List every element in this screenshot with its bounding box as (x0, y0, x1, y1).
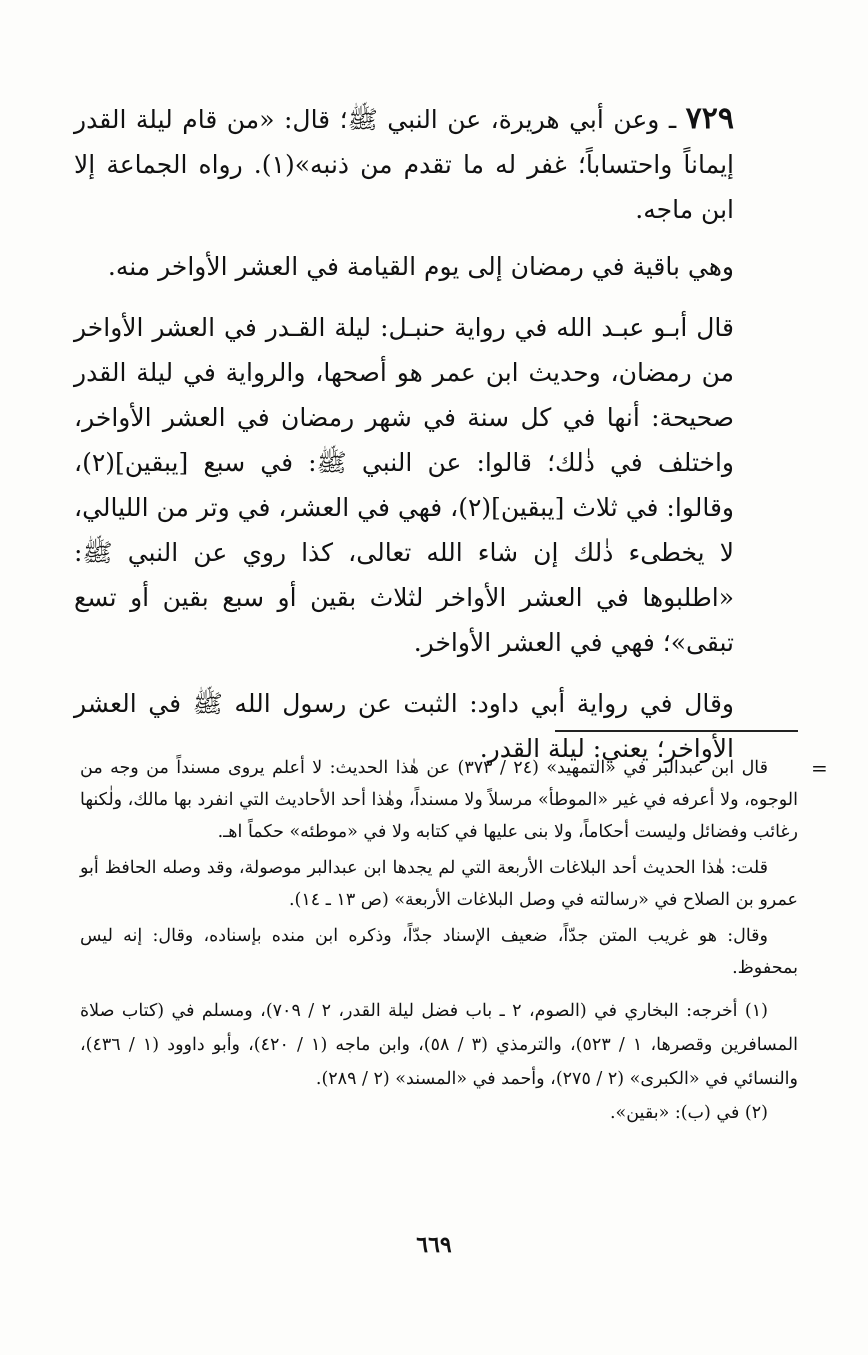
continuation-mark: = (811, 756, 828, 780)
main-text (74, 96, 734, 787)
hadith-number: ٧٢٩ (685, 101, 734, 136)
note-ibn-abdilbarr: قال ابن عبدالبر في «التمهيد» (٢٤ / ٣٧٣) عن هٰذا الحديث: لا أعلم يروى مسنداً من وجه من الوجوه، ولا أعرفه في غير «الموطأ» مرسلاً ولا مسنداً، وهٰذا أحد الأحاديث التي انفرد بها مالك، ولٰكنها رغائب وفضائل وليست أحكاماً، ولا بنى عليها في كتابه ولا في «موطئه» حكماً اهـ. (79, 758, 798, 842)
page-number: ٦٦٩ (416, 1232, 452, 1258)
paragraph-remaining: وهي باقية في رمضان إلى يوم القيامة في العشر الأواخر منه. (107, 252, 734, 281)
note-ibn-salah: قلت: هٰذا الحديث أحد البلاغات الأربعة التي لم يجدها ابن عبدالبر موصولة، وقد وصله الحافظ أبو عمرو بن الصلاح في «رسالته في وصل البلاغات الأربعة» (ص ١٣ ـ ١٤). (80, 858, 798, 910)
note-ibn-mandah: وقال: هو غريب المتن جدّاً، ضعيف الإسناد جدّاً، وذكره ابن منده بإسناده، وقال: إنه ليس بمحفوظ. (80, 926, 798, 978)
hadith-paragraph (74, 96, 734, 232)
hadith-text: ـ وعن أبي هريرة، عن النبي ﷺ؛ قال: «من قام ليلة القدر إيماناً واحتساباً؛ غفر له ما تقدم من ذنبه»(١). رواه الجماعة إلا ابن ماجه. (74, 105, 734, 224)
notes-section (80, 752, 798, 1130)
paragraph-hanbal-narration: قال أبـو عبـد الله في رواية حنبـل: ليلة القـدر في العشر الأواخر من رمضان، وحديث ابن عمر هو أصحها، والرواية في ليلة القدر صحيحة: أنها في كل سنة في شهر رمضان في العشر الأواخر، واختلف في ذٰلك؛ قالوا: عن النبي ﷺ: في سبع [يبقين](٢)، وقالوا: في ثلاث [يبقين](٢)، فهي في العشر، في وتر من الليالي، لا يخطىء ذٰلك إن شاء الله تعالى، كذا روي عن النبي ﷺ: «اطلبوها في العشر الأواخر لثلاث بقين أو سبع بقين أو تسع تبقى»؛ فهي في العشر الأواخر. (74, 313, 734, 657)
footnote-1: (١) أخرجه: البخاري في (الصوم، ٢ ـ باب فضل ليلة القدر، ٢ / ٧٠٩)، ومسلم في (كتاب صلاة المسافرين وقصرها، ١ / ٥٢٣)، والترمذي (٣ / ٥٨)، وابن ماجه (١ / ٤٢٠)، وأبو داوود (١ / ٤٣٦)، والنسائي في «الكبرى» (٢ / ٢٧٥)، وأحمد في «المسند» (٢ / ٢٨٩). (80, 1001, 798, 1089)
paragraph-abu-dawud-narration: وقال في رواية أبي داود: الثبت عن رسول الله ﷺ في العشر الأواخر؛ يعني: ليلة القدر. (74, 689, 734, 763)
footnote-separator (555, 730, 798, 732)
footnote-2: (٢) في (ب): «بقين». (609, 1103, 768, 1123)
